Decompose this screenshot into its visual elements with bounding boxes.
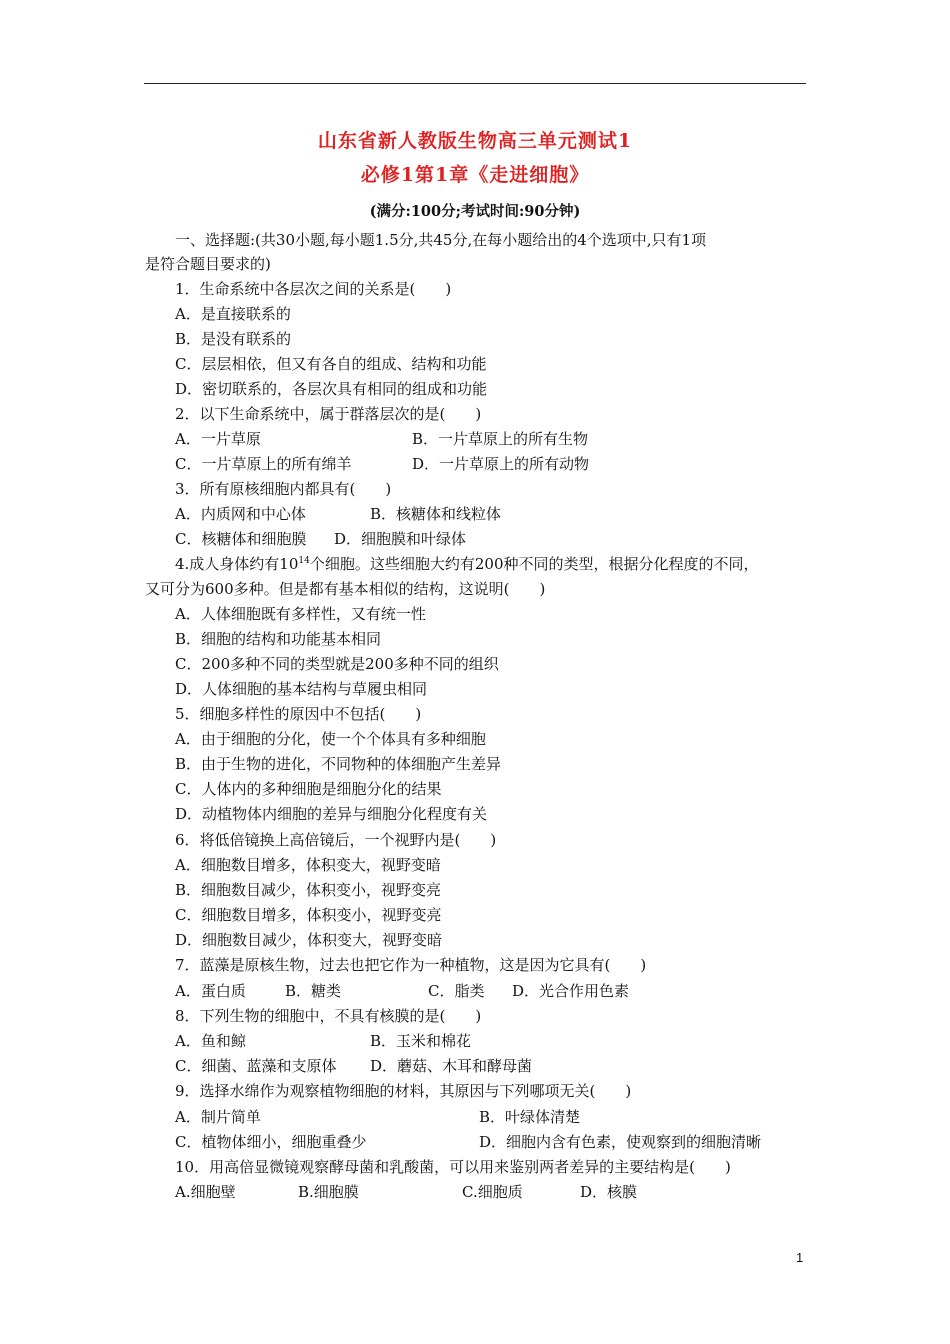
option-7d: D．光合作用色素 bbox=[512, 982, 630, 1000]
option-8c: C．细菌、蓝藻和支原体 bbox=[175, 1057, 337, 1075]
option-4c: C．200多种不同的类型就是200多种不同的组织 bbox=[175, 655, 499, 673]
option-9d: D．细胞内含有色素，使观察到的细胞清晰 bbox=[479, 1133, 762, 1151]
question-8: 8．下列生物的细胞中，不具有核膜的是( ) bbox=[175, 1007, 482, 1025]
question-6: 6．将低倍镜换上高倍镜后，一个视野内是( ) bbox=[175, 831, 497, 849]
option-3b: B．核糖体和线粒体 bbox=[370, 505, 502, 523]
document-title: 山东省新人教版生物高三单元测试1 bbox=[317, 130, 633, 152]
option-10d: D．核膜 bbox=[580, 1183, 638, 1201]
option-3d: D．细胞膜和叶绿体 bbox=[334, 530, 467, 548]
option-2b: B．一片草原上的所有生物 bbox=[412, 430, 589, 448]
option-4a: A．人体细胞既有多样性，又有统一性 bbox=[175, 605, 426, 623]
option-6c: C．细胞数目增多，体积变小，视野变亮 bbox=[175, 906, 442, 924]
option-4b: B．细胞的结构和功能基本相同 bbox=[175, 630, 382, 648]
question-4: 4.成人身体约有$10^{14}$个细胞。这些细胞大约有200种不同的类型，根据分化程度的不同， bbox=[175, 555, 759, 573]
option-2c: C．一片草原上的所有绵羊 bbox=[175, 455, 352, 473]
option-1b: B．是没有联系的 bbox=[175, 330, 292, 348]
chapter-title: 必修1第1章《走进细胞》 bbox=[360, 164, 590, 186]
option-4d: D．人体细胞的基本结构与草履虫相同 bbox=[175, 680, 428, 698]
option-1c: C．层层相依，但又有各自的组成、结构和功能 bbox=[175, 355, 487, 373]
option-2d: D．一片草原上的所有动物 bbox=[412, 455, 590, 473]
option-3c: C．核糖体和细胞膜 bbox=[175, 530, 307, 548]
option-5b: B．由于生物的进化，不同物种的体细胞产生差异 bbox=[175, 755, 502, 773]
option-3a: A．内质网和中心体 bbox=[175, 505, 306, 523]
question-9: 9．选择水绵作为观察植物细胞的材料，其原因与下列哪项无关( ) bbox=[175, 1082, 632, 1100]
option-6d: D．细胞数目减少，体积变大，视野变暗 bbox=[175, 931, 443, 949]
option-5d: D．动植物体内细胞的差异与细胞分化程度有关 bbox=[175, 805, 488, 823]
question-10: 10．用高倍显微镜观察酵母菌和乳酸菌，可以用来鉴别两者差异的主要结构是( ) bbox=[175, 1158, 731, 1176]
option-9b: B．叶绿体清楚 bbox=[479, 1108, 581, 1126]
option-9a: A．制片简单 bbox=[175, 1108, 261, 1126]
option-1a: A．是直接联系的 bbox=[175, 305, 291, 323]
option-2a: A．一片草原 bbox=[175, 430, 261, 448]
option-10a: A.细胞壁 bbox=[175, 1183, 236, 1201]
section-intro: 一、选择题:(共30小题,每小题1.5分,共45分,在每小题给出的4个选项中,只有1项 bbox=[175, 231, 707, 249]
option-7a: A．蛋白质 bbox=[175, 982, 246, 1000]
section-intro-cont: 是符合题目要求的) bbox=[145, 255, 271, 273]
option-5c: C．人体内的多种细胞是细胞分化的结果 bbox=[175, 780, 442, 798]
option-8a: A．鱼和鲸 bbox=[175, 1032, 246, 1050]
option-10b: B.细胞膜 bbox=[298, 1183, 359, 1201]
page-number: 1 bbox=[796, 1250, 804, 1265]
header-rule bbox=[144, 83, 806, 84]
question-3: 3．所有原核细胞内都具有( ) bbox=[175, 480, 392, 498]
option-6a: A．细胞数目增多，体积变大，视野变暗 bbox=[175, 856, 441, 874]
question-7: 7．蓝藻是原核生物，过去也把它作为一种植物，这是因为它具有( ) bbox=[175, 956, 647, 974]
question-2: 2．以下生命系统中，属于群落层次的是( ) bbox=[175, 405, 482, 423]
question-1: 1．生命系统中各层次之间的关系是( ) bbox=[175, 280, 452, 298]
option-10c: C.细胞质 bbox=[462, 1183, 523, 1201]
exponent: 14 bbox=[298, 556, 310, 566]
option-7b: B．糖类 bbox=[285, 982, 342, 1000]
option-8d: D．蘑菇、木耳和酵母菌 bbox=[370, 1057, 533, 1075]
option-6b: B．细胞数目减少，体积变小，视野变亮 bbox=[175, 881, 442, 899]
option-7c: C．脂类 bbox=[428, 982, 485, 1000]
option-5a: A．由于细胞的分化，使一个个体具有多种细胞 bbox=[175, 730, 486, 748]
option-8b: B．玉米和棉花 bbox=[370, 1032, 472, 1050]
exam-info: (满分:100分;考试时间:90分钟) bbox=[369, 203, 581, 220]
question-5: 5．细胞多样性的原因中不包括( ) bbox=[175, 705, 422, 723]
option-9c: C．植物体细小，细胞重叠少 bbox=[175, 1133, 367, 1151]
option-1d: D．密切联系的，各层次具有相同的组成和功能 bbox=[175, 380, 488, 398]
question-4-cont: 又可分为600多种。但是都有基本相似的结构，这说明( ) bbox=[145, 580, 546, 598]
